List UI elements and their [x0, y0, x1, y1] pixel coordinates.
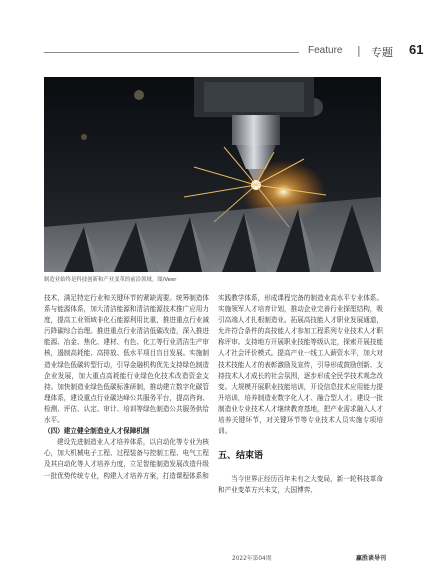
header-separator: | [357, 44, 361, 57]
left-paragraph-2: 建设先进制造业人才培养体系，以自动化等专业为核心，加大机械电子工程、过程装备与控制工程、电气工程及其自动化等人才培养力度，立足智能制造发展改造升级一批优势传统专业，构建人才培养方案，打造课程体系和 [44, 438, 209, 480]
right-paragraph-1: 实践教学体系，形成课程完备的制造业高水平专业体系。实施领军人才培育计划，推动企业完善行业探厘结构，吸引高端人才扎根制造业。拓展高技能人才职业发展通道，允许符合条件的高技能人才参加工程系列专业技术人才职称评审。支持地方开展职业技能等级认定，探索开展技能人才社会评价模式。提高产业一线工人薪资水平，加大对技术技能人才的表彰激励及宣传，引导形成鼓励创新、支持技术人才成长的社会氛围，逐步形成全民学技术观念改变。大规模开展职业技能培训，开设信息技术应用能力提升培训，培养制造业数字化人才、融合型人才。建设一批制造业专业技术人才继续教育基地，把产业需求融入人才培养关键环节，对关键环节等专业技术人员实施专项培训。 [218, 294, 383, 436]
right-column [218, 293, 383, 496]
header-rule [44, 52, 299, 53]
photo-caption: 制造业始终是科技创新和产业变革的前沿领域。图/Veer [44, 277, 177, 283]
subsection-heading: （四）建立健全制造业人才保障机制 [44, 427, 150, 436]
footer-magazine: 赢胜谈导刊 [356, 555, 387, 562]
left-paragraph-1: 技术，满足特定行业和关键环节的紧缺需要。统筹制造体系与能源体系，加大清洁能源和清洁能源技术推广应用力度，提高工业领域非化石能源利用比重，推进重点行业减污降碳综合治理。推进重点行业清洁低碳改造，深入推进能源、冶金、焦化、建材、有色、化工等行业清洁生产审核，遏制高耗能、高排放、低水平项目盲目发展。实施制造业绿色低碳转型行动，引导金融机构优先支持绿色制造企业发展，加大重点高耗能行业绿色化技术改造资金支持。加快制造业绿色低碳标准研制，推动建立数字化碳管理体系，建设重点行业碳达峰公共服务平台，提高咨询、检测、评估、认定、审计、培训等绿色制造公共服务供给水平。 [44, 294, 209, 425]
laser-cutting-photo [44, 77, 381, 272]
header-feature-label: Feature [308, 45, 343, 56]
header-section-label: 专题 [371, 46, 393, 59]
footer-issue: 2022年第04期 [232, 556, 272, 562]
section-title: 五、结束语 [218, 451, 264, 462]
right-paragraph-2: 当今世界正经历百年未有之大变局，新一轮科技革命和产业变革方兴未艾，大国博弈、 [218, 475, 383, 495]
left-column [44, 293, 209, 482]
page-header [44, 42, 424, 62]
page-number: 61 [409, 42, 424, 57]
laser-cutting-illustration [44, 77, 381, 272]
